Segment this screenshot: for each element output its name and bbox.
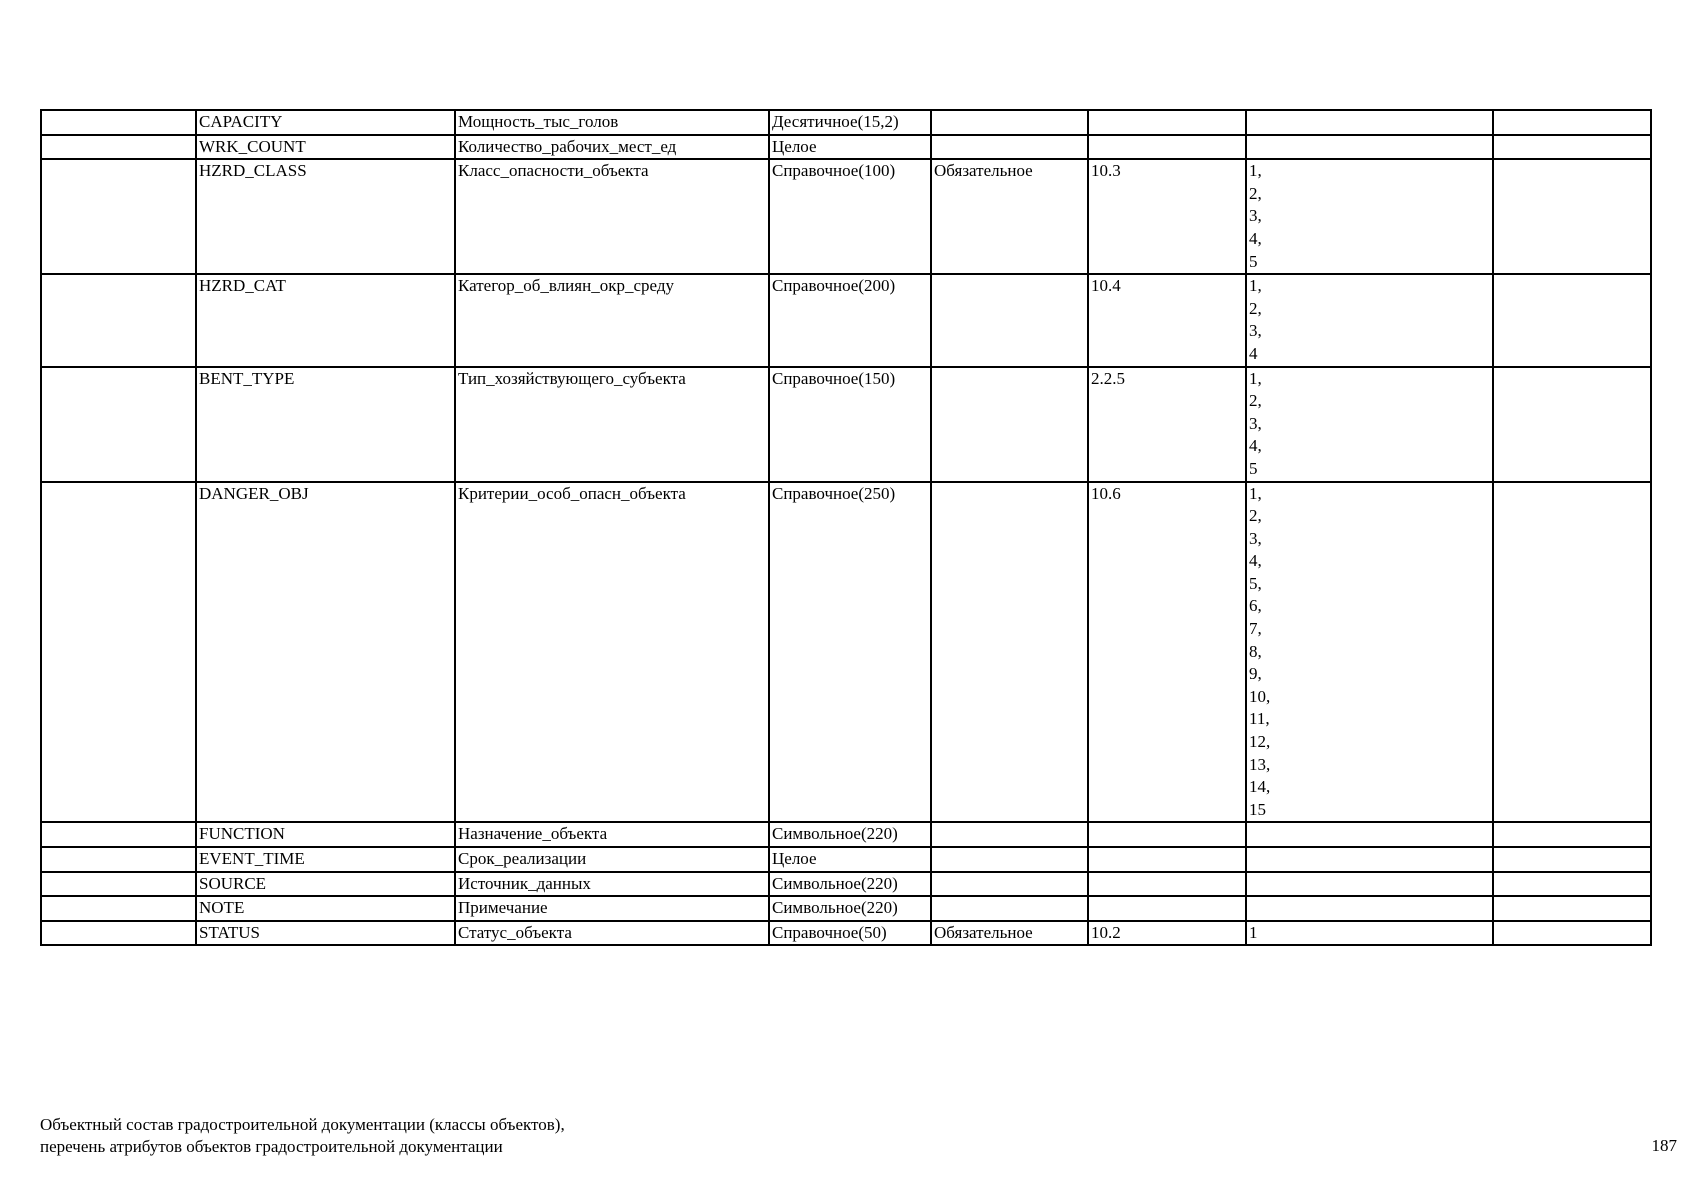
attribute-reference-cell (1088, 822, 1246, 847)
attribute-name-cell: Критерии_особ_опасн_объекта (455, 482, 769, 823)
attribute-code-cell: SOURCE (196, 872, 455, 897)
attribute-code-cell: FUNCTION (196, 822, 455, 847)
empty-cell (41, 274, 196, 366)
empty-cell (41, 847, 196, 872)
attribute-values-cell: 1, 2, 3, 4, 5, 6, 7, 8, 9, 10, 11, 12, 13, 14, 15 (1246, 482, 1493, 823)
footer-caption-line-2: перечень атрибутов объектов градостроительной документации (40, 1137, 503, 1156)
attribute-type-cell: Символьное(220) (769, 822, 931, 847)
attribute-required-cell: Обязательное (931, 159, 1088, 274)
empty-cell (1493, 921, 1651, 946)
attribute-reference-cell: 10.3 (1088, 159, 1246, 274)
attribute-type-cell: Справочное(250) (769, 482, 931, 823)
empty-cell (1493, 482, 1651, 823)
attribute-type-cell: Символьное(220) (769, 896, 931, 921)
table-row (41, 482, 1651, 823)
attribute-name-cell: Класс_опасности_объекта (455, 159, 769, 274)
page-number: 187 (1651, 1136, 1677, 1155)
attribute-values-cell (1246, 847, 1493, 872)
attribute-values-cell (1246, 110, 1493, 135)
attribute-required-cell: Обязательное (931, 921, 1088, 946)
table-row (41, 367, 1651, 482)
attribute-reference-cell (1088, 896, 1246, 921)
footer-caption (40, 1114, 565, 1158)
attribute-reference-cell (1088, 872, 1246, 897)
attribute-name-cell: Статус_объекта (455, 921, 769, 946)
attribute-name-cell: Категор_об_влиян_окр_среду (455, 274, 769, 366)
empty-cell (41, 135, 196, 160)
empty-cell (1493, 367, 1651, 482)
attribute-values-cell: 1, 2, 3, 4, 5 (1246, 367, 1493, 482)
table-row (41, 896, 1651, 921)
table-row (41, 274, 1651, 366)
attribute-type-cell: Десятичное(15,2) (769, 110, 931, 135)
attribute-required-cell (931, 110, 1088, 135)
empty-cell (41, 872, 196, 897)
attribute-values-cell (1246, 822, 1493, 847)
attribute-required-cell (931, 274, 1088, 366)
attribute-table (40, 109, 1652, 946)
empty-cell (41, 110, 196, 135)
attribute-name-cell: Количество_рабочих_мест_ед (455, 135, 769, 160)
attribute-code-cell: DANGER_OBJ (196, 482, 455, 823)
table-row (41, 110, 1651, 135)
table-row (41, 135, 1651, 160)
empty-cell (41, 822, 196, 847)
attribute-values-cell: 1, 2, 3, 4 (1246, 274, 1493, 366)
attribute-required-cell (931, 896, 1088, 921)
empty-cell (1493, 847, 1651, 872)
attribute-code-cell: HZRD_CAT (196, 274, 455, 366)
attribute-reference-cell: 2.2.5 (1088, 367, 1246, 482)
attribute-code-cell: BENT_TYPE (196, 367, 455, 482)
attribute-name-cell: Назначение_объекта (455, 822, 769, 847)
attribute-required-cell (931, 822, 1088, 847)
attribute-type-cell: Справочное(200) (769, 274, 931, 366)
attribute-values-cell: 1 (1246, 921, 1493, 946)
attribute-reference-cell (1088, 110, 1246, 135)
attribute-code-cell: CAPACITY (196, 110, 455, 135)
attribute-code-cell: HZRD_CLASS (196, 159, 455, 274)
empty-cell (41, 482, 196, 823)
empty-cell (1493, 896, 1651, 921)
attribute-name-cell: Источник_данных (455, 872, 769, 897)
attribute-code-cell: EVENT_TIME (196, 847, 455, 872)
attribute-type-cell: Справочное(100) (769, 159, 931, 274)
attribute-type-cell: Справочное(150) (769, 367, 931, 482)
attribute-name-cell: Срок_реализации (455, 847, 769, 872)
empty-cell (41, 367, 196, 482)
attribute-name-cell: Тип_хозяйствующего_субъекта (455, 367, 769, 482)
attribute-required-cell (931, 367, 1088, 482)
table-row (41, 159, 1651, 274)
empty-cell (41, 896, 196, 921)
table-row (41, 822, 1651, 847)
attribute-required-cell (931, 135, 1088, 160)
empty-cell (1493, 135, 1651, 160)
attribute-type-cell: Целое (769, 135, 931, 160)
footer-caption-line-1: Объектный состав градостроительной документации (классы объектов), (40, 1115, 565, 1134)
attribute-values-cell (1246, 135, 1493, 160)
empty-cell (1493, 159, 1651, 274)
attribute-reference-cell (1088, 135, 1246, 160)
attribute-reference-cell (1088, 847, 1246, 872)
attribute-code-cell: NOTE (196, 896, 455, 921)
table-row (41, 921, 1651, 946)
empty-cell (1493, 822, 1651, 847)
attribute-name-cell: Мощность_тыс_голов (455, 110, 769, 135)
table-row (41, 872, 1651, 897)
attribute-reference-cell: 10.4 (1088, 274, 1246, 366)
attribute-type-cell: Целое (769, 847, 931, 872)
empty-cell (41, 921, 196, 946)
attribute-code-cell: STATUS (196, 921, 455, 946)
table-row (41, 847, 1651, 872)
empty-cell (41, 159, 196, 274)
attribute-required-cell (931, 847, 1088, 872)
empty-cell (1493, 872, 1651, 897)
attribute-table-body (41, 110, 1651, 945)
attribute-values-cell: 1, 2, 3, 4, 5 (1246, 159, 1493, 274)
attribute-reference-cell: 10.2 (1088, 921, 1246, 946)
attribute-reference-cell: 10.6 (1088, 482, 1246, 823)
empty-cell (1493, 110, 1651, 135)
attribute-values-cell (1246, 872, 1493, 897)
attribute-values-cell (1246, 896, 1493, 921)
attribute-type-cell: Символьное(220) (769, 872, 931, 897)
attribute-type-cell: Справочное(50) (769, 921, 931, 946)
attribute-code-cell: WRK_COUNT (196, 135, 455, 160)
attribute-name-cell: Примечание (455, 896, 769, 921)
empty-cell (1493, 274, 1651, 366)
attribute-required-cell (931, 482, 1088, 823)
attribute-required-cell (931, 872, 1088, 897)
